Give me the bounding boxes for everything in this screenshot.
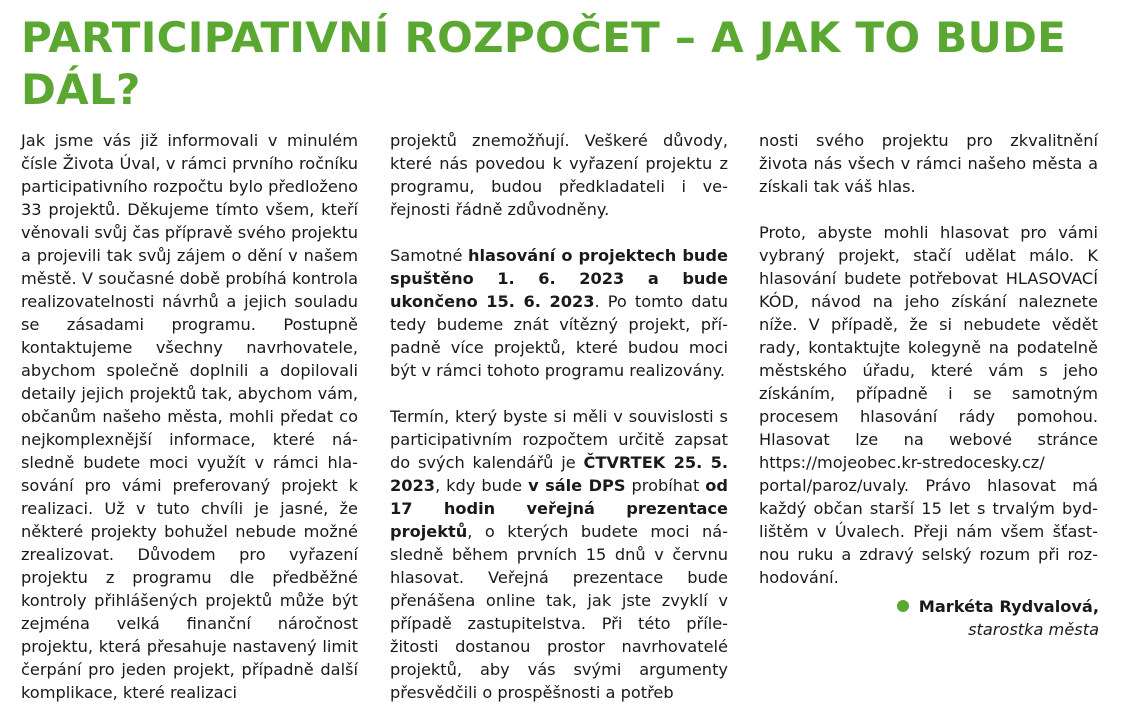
text-run: , kdy bude xyxy=(435,476,529,495)
paragraph: Jak jsme vás již informovali v minulém čísle Života Úval, v rámci prvního ročníku participativního rozpočtu bylo předloženo 33 projektů. Děkujeme tímto všem, kteří věnovali svůj čas přípravě svého projektu a projevili tak svůj zájem o dění v našem městě. V současné době probíhá kontrola realizovatelnosti návrhů a jejich souladu se zásadami programu. Postupně kontaktujeme všechny navrhovatele, abychom společně doplnili a dopilovali detaily jejich projektů tak, abychom vám, občanům našeho města, mohli předat co nejkomplexnější informace, které následně budete moci využít v rámci hlasování pro vámi preferovaný projekt k realizaci. Už v tuto chvíli je jasné, že některé projekty bohužel nebude možné zrealizovat. Důvodem pro vyřazení projektu z programu dle předběžné kontroly přihlášených projektů může být zejména velká finanční náročnost projektu, která přesahuje nastavený limit čerpání pro jeden projekt, případně další komplikace, které realizaci xyxy=(21,131,358,702)
paragraph: Proto, abyste mohli hlasovat pro vámi vybraný projekt, stačí udělat málo. K hlasování budete potřebovat HLASOVACÍ KÓD, návod na jeho získání naleznete níže. V případě, že si nebudete vědět rady, kontaktujte kolegyně na podatelně městského úřadu, které vám s jeho získáním, případně i se samotným procesem hlasování rády pomohou. Hlasovat lze na webové stránce https://mojeobec.kr-stredocesky.cz/ portal/paroz/uvaly. Právo hlasovat má každý občan starší 15 let s trvalým bydlištěm v Úvalech. Přeji nám všem šťastnou ruku a zdravý selský rozum při rozhodování. xyxy=(759,223,1098,587)
author-name: Markéta Rydvalová, xyxy=(918,597,1099,616)
venue-bold: v sále DPS xyxy=(528,476,626,495)
bullet-dot-icon xyxy=(897,600,909,612)
author-signature xyxy=(760,595,1099,641)
text-run: Termín, který byste si měli v souvislosti s participativním rozpočtem určitě zapsat do svých kalendářů je xyxy=(390,407,728,472)
text-column-1 xyxy=(21,129,358,704)
text-run: . Po tomto datu tedy budeme znát vítězný projekt, případně více projektů, které budou moci být v rámci tohoto programu realizovány. xyxy=(390,292,728,380)
paragraph: projektů znemožňují. Veškeré důvody, které nás povedou k vyřazení projektu z programu, budou předkladateli i veřejnosti řádně zdůvodněny. xyxy=(390,131,728,219)
text-column-2 xyxy=(390,129,728,704)
presentation-date-bold: ČTVRTEK 25. 5. 2023 xyxy=(390,453,728,495)
voting-dates-bold: hlasování o projektech bude spuštěno 1. 6. 2023 a bude ukončeno 15. 6. 2023 xyxy=(390,246,728,311)
text-run: , o kterých budete moci následně během prvních 15 dnů v červnu hlasovat. Veřejná prezentace bude přenášena online tak, jak jste zvyklí v případě zastupitelstva. Při této příležitosti dostanou prostor navrhovatelé projektů, aby vás svými argumenty přesvědčili o prospěšnosti a potřeb xyxy=(390,522,728,702)
author-role: starostka města xyxy=(968,620,1099,639)
text-column-3 xyxy=(759,129,1098,589)
paragraph xyxy=(390,244,728,382)
text-run: Samotné xyxy=(390,246,468,265)
text-run: probíhat xyxy=(625,476,706,495)
article-title: PARTICIPATIVNÍ ROZPOČET – A JAK TO BUDE DÁL? xyxy=(21,13,1067,114)
paragraph: nosti svého projektu pro zkvalitnění života nás všech v rámci našeho města a získali tak váš hlas. xyxy=(759,131,1098,196)
paragraph xyxy=(390,405,728,704)
presentation-time-bold: od 17 hodin veřejná prezentace projektů xyxy=(390,476,728,541)
